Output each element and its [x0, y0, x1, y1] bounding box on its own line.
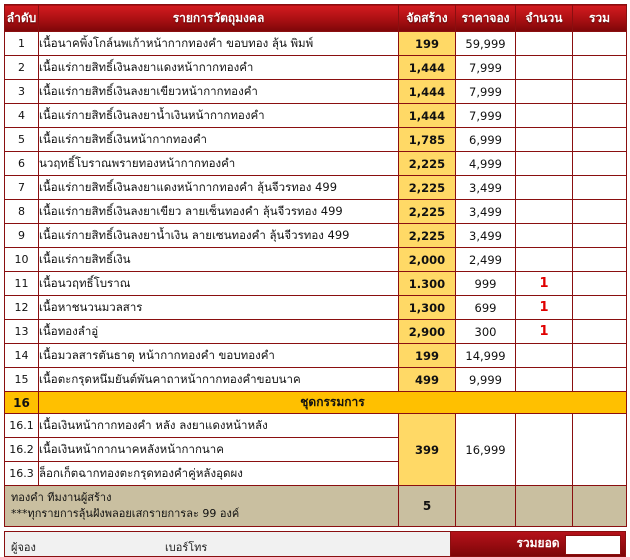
row-make: 2,000	[399, 248, 456, 272]
row-description: เนื้อแร่กายสิทธิ์เงินลงยาน้ำเงิน ลายเซนทองคำ ลุ้นจีวรทอง 499	[39, 224, 399, 248]
row-price: 2,499	[456, 248, 516, 272]
row-quantity[interactable]	[516, 368, 573, 392]
note-price-blank	[456, 486, 516, 527]
row-sum[interactable]	[573, 414, 627, 486]
row-make: 1,444	[399, 104, 456, 128]
table-row	[5, 296, 627, 320]
row-description: เนื้อแร่กายสิทธิ์เงิน	[39, 248, 399, 272]
row-quantity[interactable]	[516, 248, 573, 272]
row-quantity[interactable]	[516, 176, 573, 200]
table-row	[5, 344, 627, 368]
row-price: 999	[456, 272, 516, 296]
note-make: 5	[399, 486, 456, 527]
table-row	[5, 414, 627, 438]
row-description: เนื้อแร่กายสิทธิ์เงินลงยาเขียวหน้ากากทองคำ	[39, 80, 399, 104]
row-make: 1,444	[399, 56, 456, 80]
row-price: 7,999	[456, 56, 516, 80]
row-description: เนื้อเงินหน้ากากทองคำ หลัง ลงยาแดงหน้าหลัง	[39, 414, 399, 438]
row-no: 2	[5, 56, 39, 80]
row-no: 9	[5, 224, 39, 248]
row-quantity[interactable]	[516, 80, 573, 104]
total-value-field[interactable]	[565, 535, 621, 555]
row-make: 2,225	[399, 200, 456, 224]
row-description: เนื้อหาชนวนมวลสาร	[39, 296, 399, 320]
row-no: 6	[5, 152, 39, 176]
row-no: 16.1	[5, 414, 39, 438]
row-quantity[interactable]: 1	[516, 320, 573, 344]
table-row	[5, 152, 627, 176]
row-description: เนื้อตะกรุดหนึมยันต์พันคาถาหน้ากากทองคำขอบนาค	[39, 368, 399, 392]
header-quantity: จำนวน	[516, 5, 573, 32]
table-row	[5, 104, 627, 128]
table-header	[5, 5, 627, 32]
row-sum[interactable]	[573, 104, 627, 128]
total-label: รวมยอด	[516, 536, 560, 551]
row-price: 7,999	[456, 104, 516, 128]
row-sum[interactable]	[573, 296, 627, 320]
row-sum[interactable]	[573, 320, 627, 344]
row-sum[interactable]	[573, 248, 627, 272]
row-no: 16.2	[5, 438, 39, 462]
row-no: 14	[5, 344, 39, 368]
total-box	[450, 532, 625, 556]
row-price: 3,499	[456, 224, 516, 248]
row-price: 699	[456, 296, 516, 320]
row-description: เนื้อนาคพิ้งโกล์นพเก้าหน้ากากทองคำ ขอบทอง ลุ้น พิมพ์	[39, 32, 399, 56]
row-no: 12	[5, 296, 39, 320]
table-row	[5, 32, 627, 56]
row-description: เนื้อมวลสารตันธาตุ หน้ากากทองคำ ขอบทองคำ	[39, 344, 399, 368]
row-quantity[interactable]	[516, 128, 573, 152]
row-description: นวฤทธิ์โบราณพรายทองหน้ากากทองคำ	[39, 152, 399, 176]
header-make: จัดสร้าง	[399, 5, 456, 32]
row-sum[interactable]	[573, 152, 627, 176]
note-line-1: ทองคำ ทีมงานผู้สร้าง	[11, 491, 112, 504]
note-line-2: ***ทุกรายการลุ้นฝังพลอยเสกรายการละ 99 องค์	[11, 506, 240, 520]
header-description: รายการวัตถุมงคล	[39, 5, 399, 32]
row-make: 499	[399, 368, 456, 392]
row-price: 300	[456, 320, 516, 344]
table-row	[5, 56, 627, 80]
row-quantity[interactable]: 1	[516, 272, 573, 296]
note-sum-blank[interactable]	[573, 486, 627, 527]
row-no: 16.3	[5, 462, 39, 486]
phone-label: เบอร์โทร	[165, 540, 208, 554]
footer-bar	[4, 531, 626, 557]
row-no: 1	[5, 32, 39, 56]
row-description: เนื้อแร่กายสิทธิ์เงินลงยาแดงหน้ากากทองคำ ลุ้นจีวรทอง 499	[39, 176, 399, 200]
section-row-committee	[5, 392, 627, 414]
row-quantity[interactable]	[516, 104, 573, 128]
header-no: ลำดับ	[5, 5, 39, 32]
header-price: ราคาจอง	[456, 5, 516, 32]
table-body	[5, 32, 627, 527]
row-price: 6,999	[456, 128, 516, 152]
row-make: 1.300	[399, 272, 456, 296]
row-no: 7	[5, 176, 39, 200]
note-row	[5, 486, 627, 527]
table-row	[5, 272, 627, 296]
table-row	[5, 248, 627, 272]
row-price: 9,999	[456, 368, 516, 392]
row-make: 399	[399, 414, 456, 486]
note-qty-blank[interactable]	[516, 486, 573, 527]
row-no: 4	[5, 104, 39, 128]
row-sum[interactable]	[573, 56, 627, 80]
row-sum[interactable]	[573, 368, 627, 392]
row-description: เนื้อนวฤทธิ์โบราณ	[39, 272, 399, 296]
row-price: 4,999	[456, 152, 516, 176]
row-price: 14,999	[456, 344, 516, 368]
row-sum[interactable]	[573, 176, 627, 200]
row-sum[interactable]	[573, 272, 627, 296]
row-description: ล็อกเก็ตฉากทองตะกรุดทองคำคู่หลังอุดผง	[39, 462, 399, 486]
row-quantity[interactable]	[516, 152, 573, 176]
row-quantity[interactable]	[516, 32, 573, 56]
row-make: 2,225	[399, 176, 456, 200]
row-make: 199	[399, 344, 456, 368]
row-make: 2,900	[399, 320, 456, 344]
row-make: 2,225	[399, 224, 456, 248]
row-make: 1,444	[399, 80, 456, 104]
row-make: 1,300	[399, 296, 456, 320]
row-sum[interactable]	[573, 224, 627, 248]
row-sum[interactable]	[573, 32, 627, 56]
row-quantity[interactable]	[516, 344, 573, 368]
row-description: เนื้อแร่กายสิทธิ์เงินลงยาเขียว ลายเซ็นทองคำ ลุ้นจีวรทอง 499	[39, 200, 399, 224]
row-no: 13	[5, 320, 39, 344]
header-sum: รวม	[573, 5, 627, 32]
row-make: 2,225	[399, 152, 456, 176]
section-no: 16	[5, 392, 39, 414]
row-price: 3,499	[456, 200, 516, 224]
row-make: 199	[399, 32, 456, 56]
row-description: เนื้อทองลำอู่	[39, 320, 399, 344]
booker-name-label: ผู้จอง	[11, 540, 36, 554]
table-row	[5, 224, 627, 248]
row-quantity[interactable]	[516, 56, 573, 80]
price-table	[4, 4, 627, 527]
row-quantity[interactable]	[516, 224, 573, 248]
row-quantity[interactable]: 1	[516, 296, 573, 320]
row-no: 10	[5, 248, 39, 272]
table-row	[5, 80, 627, 104]
row-sum[interactable]	[573, 80, 627, 104]
row-no: 8	[5, 200, 39, 224]
table-row	[5, 200, 627, 224]
row-description: เนื้อแร่กายสิทธิ์เงินลงยาแดงหน้ากากทองคำ	[39, 56, 399, 80]
row-make: 1,785	[399, 128, 456, 152]
row-price: 3,499	[456, 176, 516, 200]
row-sum[interactable]	[573, 128, 627, 152]
note-text	[5, 486, 399, 527]
row-quantity[interactable]	[516, 200, 573, 224]
row-price: 59,999	[456, 32, 516, 56]
row-quantity[interactable]	[516, 414, 573, 486]
row-description: เนื้อแร่กายสิทธิ์เงินลงยาน้ำเงินหน้ากากทองคำ	[39, 104, 399, 128]
table-row	[5, 176, 627, 200]
row-description: เนื้อแร่กายสิทธิ์เงินหน้ากากทองคำ	[39, 128, 399, 152]
row-price: 16,999	[456, 414, 516, 486]
section-label: ชุดกรรมการ	[39, 392, 627, 414]
row-price: 7,999	[456, 80, 516, 104]
row-no: 15	[5, 368, 39, 392]
table-row	[5, 320, 627, 344]
row-sum[interactable]	[573, 344, 627, 368]
row-no: 11	[5, 272, 39, 296]
row-no: 5	[5, 128, 39, 152]
table-row	[5, 128, 627, 152]
row-description: เนื้อเงินหน้ากากนาคหลังหน้ากากนาค	[39, 438, 399, 462]
table-row	[5, 368, 627, 392]
row-no: 3	[5, 80, 39, 104]
row-sum[interactable]	[573, 200, 627, 224]
